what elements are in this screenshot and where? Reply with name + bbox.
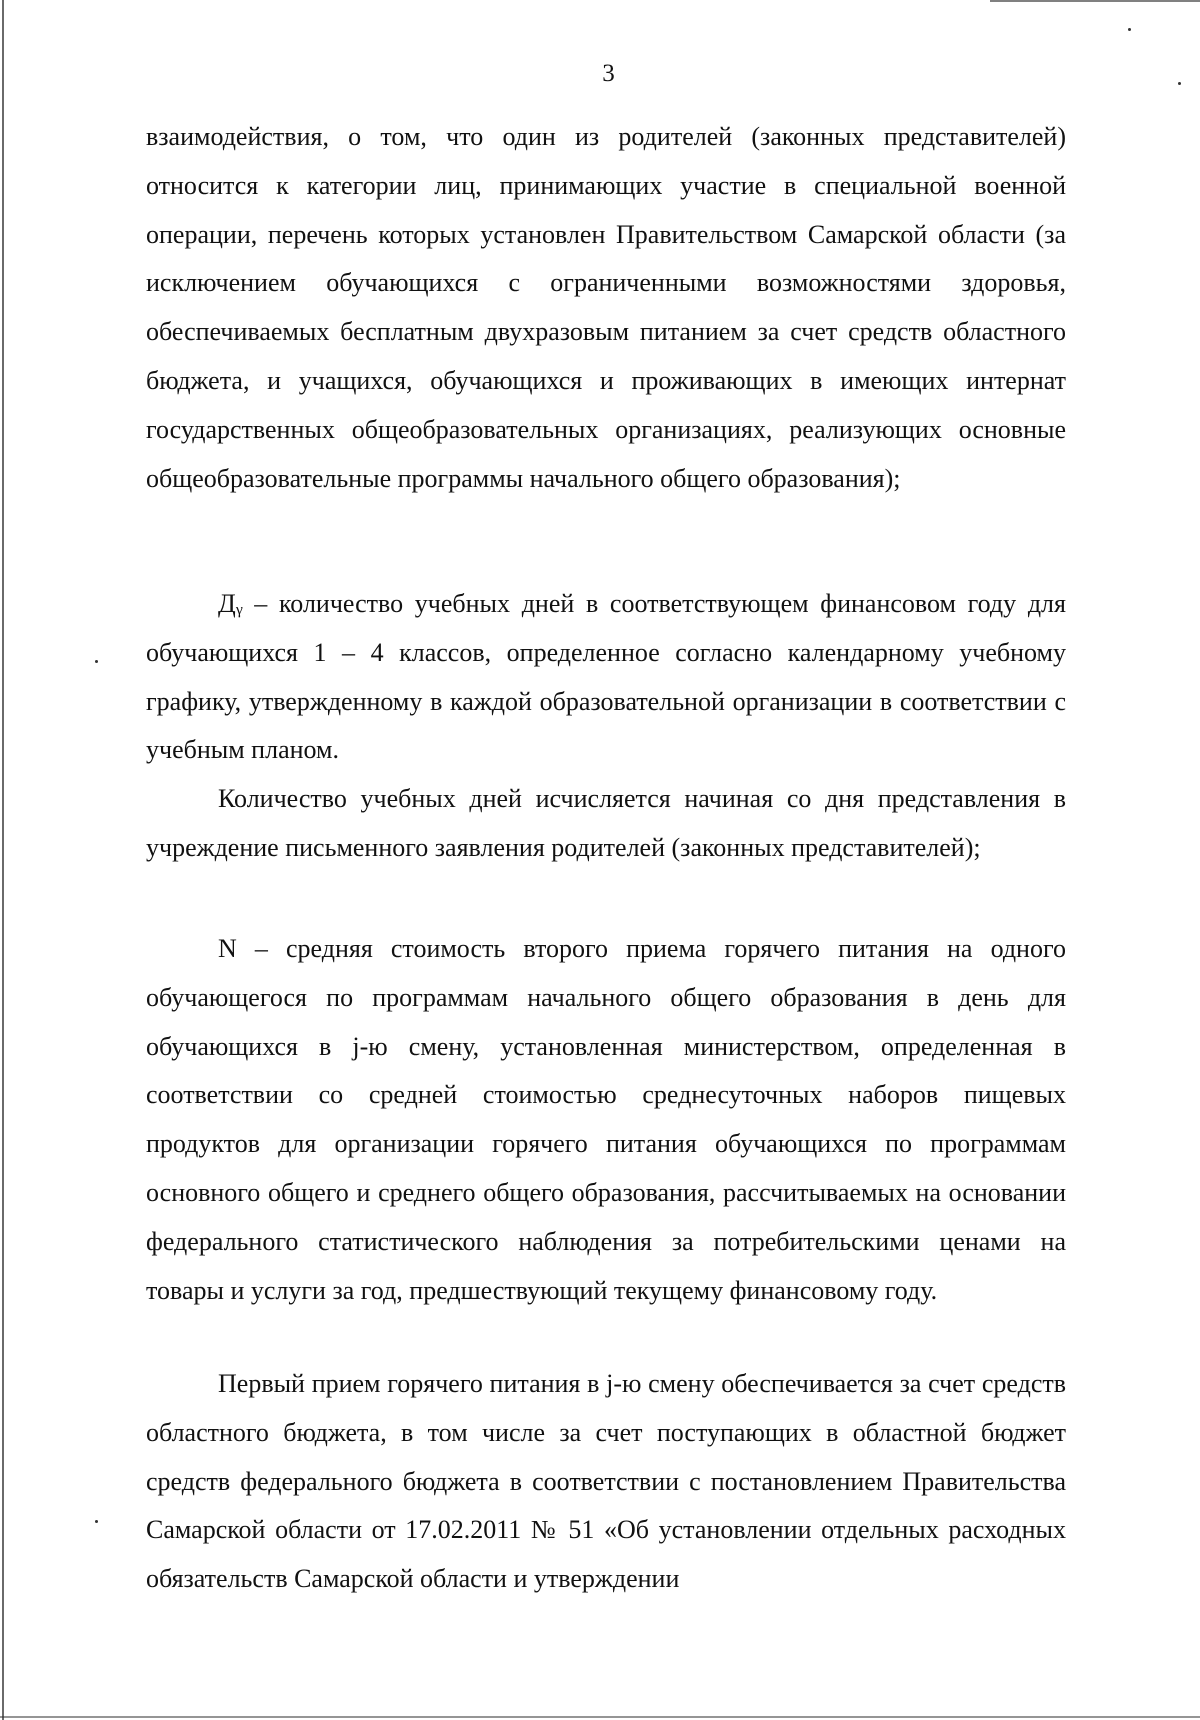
scan-edge-bottom bbox=[0, 1716, 1200, 1718]
scan-edge-left bbox=[2, 0, 4, 1720]
paragraph: Количество учебных дней исчисляется начиная со дня представления в учреждение письменного заявления родителей (законных представителей); bbox=[146, 784, 1066, 862]
scan-speck bbox=[95, 1520, 98, 1523]
scan-speck bbox=[1128, 28, 1131, 31]
paragraph: Дᵧ – количество учебных дней в соответствующем финансовом году для обучающихся 1 – 4 классов, определенное согласно календарному учебному графику, утвержденному в каждой образовательной организации в соответствии с учебным планом. bbox=[146, 589, 1066, 765]
scan-speck bbox=[95, 660, 98, 663]
paragraph-du-definition bbox=[146, 580, 1066, 775]
paragraph-first-meal bbox=[146, 1360, 1066, 1604]
scan-edge-top bbox=[990, 0, 1200, 2]
page-number: 3 bbox=[602, 60, 615, 87]
paragraph: взаимодействия, о том, что один из родителей (законных представителей) относится к категории лиц, принимающих участие в специальной военной операции, перечень которых установлен Правительством Самарской области (за исключением обучающихся с ограниченными возможностями здоровья, обеспечиваемых бесплатным двухразовым питанием за счет средств областного бюджета, и учащихся, обучающихся и проживающих в имеющих интернат государственных общеобразовательных организациях, реализующих основные общеобразовательные программы начального общего образования); bbox=[146, 122, 1066, 493]
paragraph: N – средняя стоимость второго приема горячего питания на одного обучающегося по программам начального общего образования в день для обучающихся в j-ю смену, установленная министерством, определенная в соответствии со средней стоимостью среднесуточных наборов пищевых продуктов для организации горячего питания обучающихся по программам основного общего и среднего общего образования, рассчитываемых на основании федерального статистического наблюдения за потребительскими ценами на товары и услуги за год, предшествующий текущему финансовому году. bbox=[146, 934, 1066, 1305]
paragraph: Первый прием горячего питания в j-ю смену обеспечивается за счет средств областного бюджета, в том числе за счет поступающих в областной бюджет средств федерального бюджета в соответствии с постановлением Правительства Самарской области от 17.02.2011 № 51 «Об установлении отдельных расходных обязательств Самарской области и утверждении bbox=[146, 1369, 1066, 1594]
paragraph-day-count bbox=[146, 775, 1066, 873]
paragraph-continuation bbox=[146, 113, 1066, 503]
paragraph-n-definition bbox=[146, 925, 1066, 1315]
